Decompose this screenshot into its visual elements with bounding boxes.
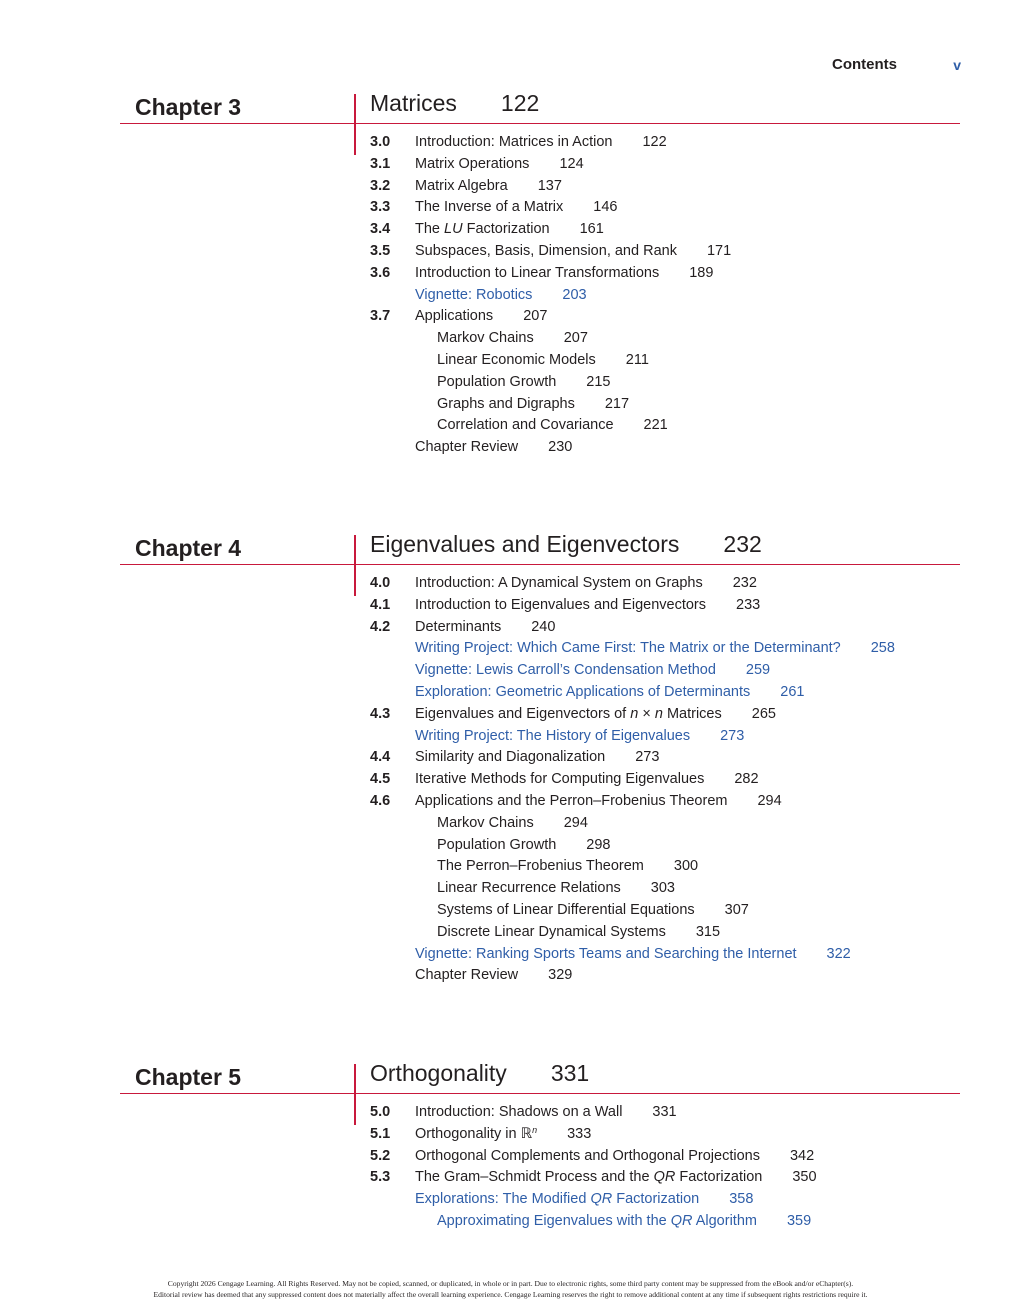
entry-title-part: n (630, 705, 639, 722)
entry-text (437, 922, 720, 944)
entry-page-number: 137 (537, 177, 562, 194)
entry-title: Vignette: Lewis Carroll’s Condensation Method (415, 662, 716, 679)
running-head-title: Contents (832, 56, 897, 73)
entry-text (415, 638, 895, 660)
entry-title-part: The (415, 221, 445, 238)
entry-page-number: 265 (751, 705, 776, 722)
entry-title-part: Approximating Eigenvalues with the (437, 1212, 671, 1229)
section-number: 3.4 (370, 221, 391, 238)
chapter-title (370, 1060, 589, 1087)
entry-page-number: 146 (593, 199, 618, 216)
entry-text (415, 682, 804, 704)
section-number: 5.3 (370, 1169, 391, 1186)
entry-title: Orthogonal Complements and Orthogonal Projections (415, 1147, 760, 1164)
entry-text (437, 1211, 811, 1233)
copyright-line-1: Copyright 2026 Cengage Learning. All Rights Reserved. May not be copied, scanned, or duplicated, in whole or in part. Due to electronic rights, some third party content may be suppressed from the eBook and/or eChapter(s). (167, 1279, 854, 1288)
entry-title: Introduction to Linear Transformations (415, 264, 660, 281)
entry-title-part: QR (590, 1191, 613, 1208)
chapter-label: Chapter 3 (135, 94, 242, 120)
entry-title: Correlation and Covariance (437, 417, 614, 434)
entry-title-part: Algorithm (692, 1212, 757, 1229)
entry-text (415, 1167, 817, 1189)
chapter-label: Chapter 5 (135, 1064, 242, 1090)
copyright-line-2: Editorial review has deemed that any suppressed content does not materially affect the overall learning experience. Cengage Learning reserves the right to remove additional content at any time if subsequent rights restrictions require it. (153, 1290, 868, 1299)
entry-text (415, 1146, 814, 1168)
section-number: 4.2 (370, 618, 391, 635)
section-number: 4.5 (370, 771, 391, 788)
entry-page-number: 221 (643, 417, 668, 434)
entry-title: Linear Recurrence Relations (437, 880, 621, 897)
entry-text (415, 769, 759, 791)
entry-title: The Inverse of a Matrix (415, 199, 564, 216)
section-number: 5.2 (370, 1147, 391, 1164)
entry-text (437, 835, 611, 857)
entry-page-number: 300 (673, 858, 699, 875)
section-number: 3.5 (370, 242, 391, 259)
section-number: 4.1 (370, 596, 391, 613)
entry-title-part: Factorization (612, 1191, 700, 1208)
entry-title-part: QR (670, 1212, 693, 1229)
entry-title: Linear Economic Models (437, 351, 596, 368)
section-number: 3.2 (370, 177, 391, 194)
chapter-vertical-rule (354, 535, 356, 596)
section-number: 5.1 (370, 1125, 391, 1142)
entry-title: Systems of Linear Differential Equations (437, 901, 695, 918)
entry-title-part: Eigenvalues and Eigenvectors of (415, 705, 631, 722)
entry-page-number: 207 (563, 330, 588, 347)
entry-title-part: Factorization (675, 1169, 763, 1186)
entry-title-part: Matrices (662, 705, 722, 722)
entry-page-number: 294 (563, 814, 588, 831)
entry-text (415, 176, 562, 198)
entry-text (415, 617, 555, 639)
entry-page-number: 315 (695, 923, 721, 940)
entry-title-part: LU (444, 221, 463, 238)
entry-title: Matrix Algebra (415, 177, 508, 194)
entry-title: Applications (415, 308, 494, 325)
entry-page-number: 207 (523, 308, 548, 325)
entry-title-part: QR (653, 1169, 676, 1186)
entry-title: Chapter Review (415, 967, 519, 984)
entry-text (437, 415, 668, 437)
entry-text (415, 1124, 591, 1146)
chapter-horizontal-rule (120, 123, 960, 124)
running-head (0, 56, 1021, 76)
chapter-label: Chapter 4 (135, 535, 242, 561)
chapter-vertical-rule (354, 94, 356, 155)
entry-text (415, 263, 713, 285)
entry-title: Chapter Review (415, 439, 519, 456)
entry-text (437, 813, 588, 835)
entry-text (415, 944, 851, 966)
entry-text (415, 573, 757, 595)
entry-title: Introduction to Eigenvalues and Eigenvectors (415, 596, 706, 613)
entry-title: Writing Project: Which Came First: The Matrix or the Determinant? (415, 640, 841, 657)
chapter-page-number: 122 (500, 90, 540, 116)
entry-title: Markov Chains (437, 330, 534, 347)
entry-title: The Perron–Frobenius Theorem (437, 858, 644, 875)
entry-title: Vignette: Ranking Sports Teams and Searching the Internet (415, 945, 797, 962)
section-number: 4.3 (370, 705, 391, 722)
entry-text (415, 437, 572, 459)
entry-page-number: 240 (531, 618, 556, 635)
entry-page-number: 230 (548, 439, 573, 456)
entry-page-number: 211 (625, 351, 649, 368)
entry-page-number: 161 (579, 221, 604, 238)
entry-text (437, 856, 698, 878)
entry-title: Vignette: Robotics (415, 286, 533, 303)
copyright-footer (0, 1278, 1021, 1300)
entry-text (415, 219, 604, 241)
entry-title: Similarity and Diagonalization (415, 749, 606, 766)
entry-title: Subspaces, Basis, Dimension, and Rank (415, 242, 677, 259)
entry-page-number: 329 (548, 967, 573, 984)
entry-title-part: Orthogonality in ℝ (415, 1125, 533, 1142)
running-head-page-number: v (953, 57, 961, 73)
entry-text (415, 306, 547, 328)
entry-page-number: 333 (567, 1125, 592, 1142)
entry-text (415, 595, 760, 617)
entry-page-number: 307 (724, 901, 749, 918)
entry-page-number: 189 (689, 264, 714, 281)
chapter-title-text: Eigenvalues and Eigenvectors (370, 531, 680, 557)
entry-title: Markov Chains (437, 814, 534, 831)
entry-page-number: 261 (780, 683, 805, 700)
section-number: 4.6 (370, 792, 391, 809)
entry-text (415, 197, 617, 219)
chapter-title-text: Orthogonality (370, 1060, 507, 1086)
chapter-page-number: 232 (723, 531, 762, 557)
entry-text (415, 154, 584, 176)
chapter-vertical-rule (354, 1064, 356, 1125)
entry-title-part: × (638, 705, 655, 722)
entry-page-number: 322 (826, 945, 851, 962)
section-number: 3.6 (370, 264, 391, 281)
entry-title-part: Explorations: The Modified (415, 1191, 591, 1208)
entry-text (415, 1189, 753, 1211)
entry-title-part: The Gram–Schmidt Process and the (415, 1169, 654, 1186)
section-number: 3.0 (370, 134, 391, 150)
entry-title: Exploration: Geometric Applications of Determinants (415, 683, 751, 700)
entry-page-number: 359 (786, 1212, 812, 1229)
entry-title: Matrix Operations (415, 155, 530, 172)
entry-page-number: 294 (757, 792, 782, 809)
entry-title: Applications and the Perron–Frobenius Theorem (415, 792, 728, 809)
entry-text (415, 132, 667, 154)
entry-page-number: 122 (642, 134, 667, 150)
entry-page-number: 258 (870, 640, 895, 657)
entry-text (437, 878, 675, 900)
entry-page-number: 298 (586, 836, 611, 853)
entry-title: Population Growth (437, 373, 557, 390)
entry-text (415, 747, 659, 769)
entry-page-number: 282 (734, 771, 759, 788)
entry-page-number: 233 (736, 596, 761, 613)
entry-page-number: 217 (604, 395, 630, 412)
entry-text (415, 241, 731, 263)
entry-page-number: 232 (732, 575, 757, 591)
entry-title-part: n (654, 705, 663, 722)
entry-text (415, 704, 776, 726)
chapter-title (370, 90, 539, 117)
section-number: 4.0 (370, 575, 391, 591)
entry-page-number: 215 (586, 373, 611, 390)
entry-title: Determinants (415, 618, 502, 635)
section-number: 3.1 (370, 155, 391, 172)
entry-text (415, 965, 572, 987)
entry-title: Graphs and Digraphs (437, 395, 575, 412)
entry-page-number: 358 (729, 1191, 754, 1208)
entry-text (415, 726, 744, 748)
entry-title: Introduction: Shadows on a Wall (415, 1104, 623, 1120)
entry-text (415, 1102, 677, 1124)
entry-title: Population Growth (437, 836, 557, 853)
entry-text (415, 791, 782, 813)
entry-title-part: n (532, 1124, 538, 1135)
chapter-page-number: 331 (550, 1060, 590, 1086)
entry-page-number: 273 (720, 727, 745, 744)
section-number: 3.7 (370, 308, 391, 325)
entry-text (415, 285, 587, 307)
entry-text (437, 394, 629, 416)
entry-text (415, 660, 770, 682)
entry-text (437, 900, 749, 922)
entry-text (437, 372, 611, 394)
entry-page-number: 171 (706, 242, 732, 259)
entry-title: Writing Project: The History of Eigenvalues (415, 727, 691, 744)
entry-title-part: Factorization (462, 221, 550, 238)
chapter-horizontal-rule (120, 1093, 960, 1094)
entry-text (437, 350, 649, 372)
section-number: 3.3 (370, 199, 391, 216)
entry-page-number: 124 (559, 155, 584, 172)
entry-page-number: 273 (635, 749, 660, 766)
entry-title: Introduction: A Dynamical System on Graphs (415, 575, 703, 591)
entry-page-number: 203 (562, 286, 587, 303)
entry-title: Discrete Linear Dynamical Systems (437, 923, 666, 940)
entry-title: Iterative Methods for Computing Eigenvalues (415, 771, 705, 788)
chapter-horizontal-rule (120, 564, 960, 565)
section-number: 4.4 (370, 749, 391, 766)
entry-page-number: 350 (792, 1169, 817, 1186)
entry-page-number: 331 (652, 1104, 677, 1120)
entry-text (437, 328, 588, 350)
entry-title: Introduction: Matrices in Action (415, 134, 613, 150)
chapter-title (370, 531, 762, 558)
entry-page-number: 303 (650, 880, 675, 897)
section-number: 5.0 (370, 1104, 391, 1120)
entry-page-number: 259 (745, 662, 771, 679)
entry-page-number: 342 (789, 1147, 815, 1164)
chapter-title-text: Matrices (370, 90, 457, 116)
